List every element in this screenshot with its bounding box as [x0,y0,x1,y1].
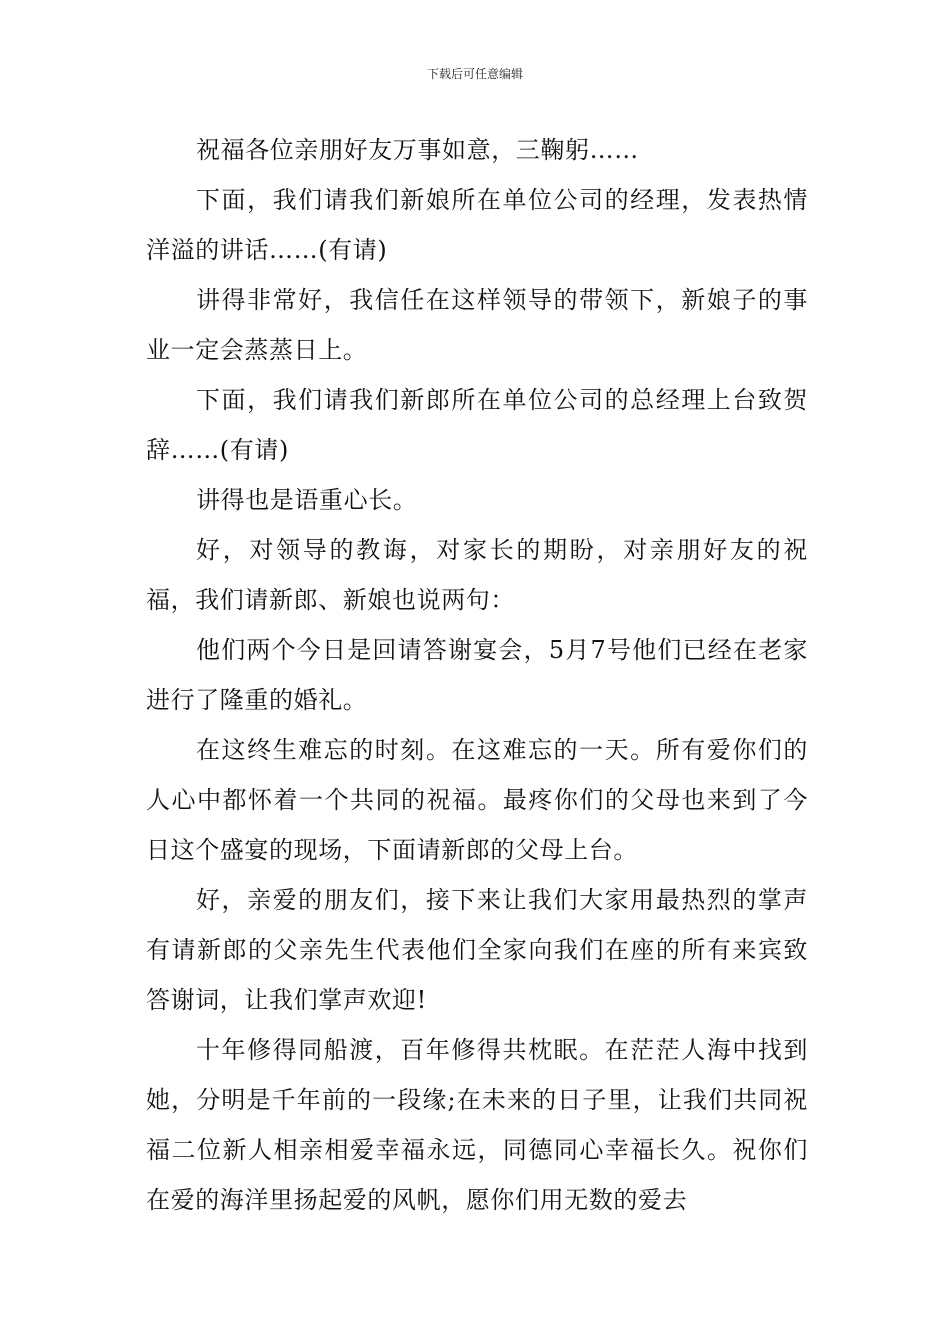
paragraph: 在这终生难忘的时刻。在这难忘的一天。所有爱你们的人心中都怀着一个共同的祝福。最疼你们的父母也来到了今日这个盛宴的现场，下面请新郎的父母上台。 [146,736,808,864]
paragraph: 好，亲爱的朋友们，接下来让我们大家用最热烈的掌声有请新郎的父亲先生代表他们全家向我们在座的所有来宾致答谢词，让我们掌声欢迎! [146,886,808,1014]
paragraph: 讲得也是语重心长。 [196,486,418,514]
paragraph: 好，对领导的教诲，对家长的期盼，对亲朋好友的祝福，我们请新郎、新娘也说两句： [146,536,808,614]
paragraph: 十年修得同船渡，百年修得共枕眠。在茫茫人海中找到她，分明是千年前的一段缘;在未来的日子里，让我们共同祝福二位新人相亲相爱幸福永远，同德同心幸福长久。祝你们在爱的海洋里扬起爱的风帆，愿你们用无数的爱去 [146,1036,808,1214]
page-header: 下载后可任意编辑 [426,67,523,81]
document-body [146,125,808,1225]
paragraph: 他们两个今日是回请答谢宴会，5月7号他们已经在老家进行了隆重的婚礼。 [146,636,808,714]
paragraph: 下面，我们请我们新郎所在单位公司的总经理上台致贺辞……(有请) [146,386,808,464]
paragraph: 下面，我们请我们新娘所在单位公司的经理，发表热情洋溢的讲话……(有请) [146,186,808,264]
paragraph: 讲得非常好，我信任在这样领导的带领下，新娘子的事业一定会蒸蒸日上。 [146,286,808,364]
paragraph: 祝福各位亲朋好友万事如意，三鞠躬…… [196,136,639,164]
